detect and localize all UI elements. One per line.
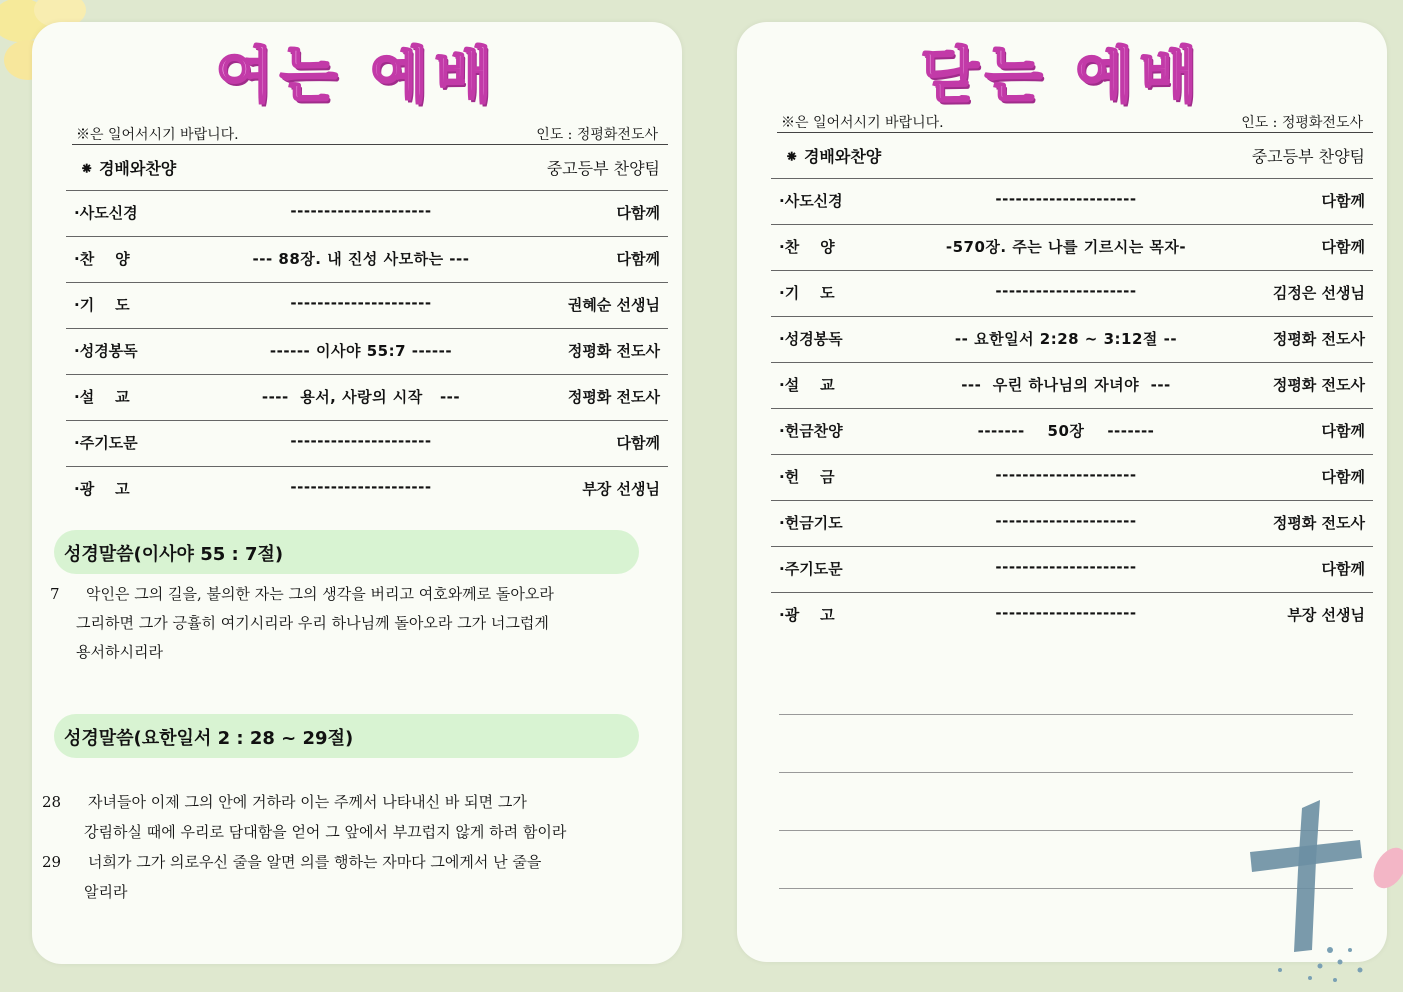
scripture-passage	[32, 580, 682, 680]
order-item: ·성경봉독	[74, 342, 138, 360]
verse-line: 알리라	[84, 883, 128, 901]
order-row	[66, 466, 668, 512]
note-row	[777, 106, 1373, 133]
order-detail: ---------------------	[995, 282, 1137, 300]
order-detail: ---------------------	[995, 512, 1137, 530]
note-row	[72, 118, 668, 145]
order-item: ·사도신경	[779, 192, 843, 210]
order-person: 다함께	[616, 250, 660, 268]
verse-line: 악인은 그의 길을, 불의한 자는 그의 생각을 버리고 여호와께로 돌아오라	[86, 585, 554, 603]
order-item: ·헌금기도	[779, 514, 843, 532]
order-item: ⁕ 경배와찬양	[80, 159, 177, 178]
order-detail: ------ 이사야 55:7 ------	[269, 342, 453, 360]
order-person: 다함께	[1321, 238, 1365, 256]
order-item: ·찬 양	[779, 238, 835, 256]
order-person: 중고등부 찬양팀	[1251, 147, 1365, 166]
order-row	[66, 236, 668, 283]
order-item: ·주기도문	[74, 434, 138, 452]
order-detail: ---------------------	[290, 202, 432, 220]
order-detail: ---- 용서, 사랑의 시작 ---	[261, 388, 461, 406]
scripture-heading: 성경말씀(이사야 55 : 7절)	[64, 544, 284, 565]
order-person: 정평화 전도사	[567, 388, 660, 406]
order-item: ·광 고	[779, 606, 835, 624]
order-detail: -- 요한일서 2:28 ~ 3:12절 --	[954, 330, 1178, 348]
order-detail: ---------------------	[290, 432, 432, 450]
order-detail: ---------------------	[995, 604, 1137, 622]
order-person: 다함께	[1321, 192, 1365, 210]
order-row	[771, 270, 1373, 317]
order-item: ·헌금찬양	[779, 422, 843, 440]
standing-note: ※은 일어서시기 바랍니다.	[781, 115, 944, 131]
verse-number: 29	[42, 853, 62, 871]
order-person: 부장 선생님	[582, 480, 660, 498]
order-person: 정평화 전도사	[1272, 376, 1365, 394]
order-item: ·설 교	[779, 376, 835, 394]
cross-decoration	[1240, 800, 1403, 992]
order-detail: ---------------------	[290, 478, 432, 496]
order-row	[771, 454, 1373, 501]
verse-line: 자녀들아 이제 그의 안에 거하라 이는 주께서 나타내신 바 되면 그가	[88, 793, 527, 811]
order-row	[771, 408, 1373, 455]
order-row	[66, 144, 668, 191]
verse-line: 강림하실 때에 우리로 담대함을 얻어 그 앞에서 부끄럽지 않게 하려 함이라	[84, 823, 567, 841]
order-person: 권혜순 선생님	[567, 296, 660, 314]
order-person: 정평화 전도사	[1272, 514, 1365, 532]
order-person: 정평화 전도사	[567, 342, 660, 360]
order-row	[66, 420, 668, 467]
order-detail: ---------------------	[290, 294, 432, 312]
order-item: ·기 도	[779, 284, 835, 302]
order-item: ·기 도	[74, 296, 130, 314]
order-row	[771, 132, 1373, 179]
verse-line: 그리하면 그가 긍휼히 여기시리라 우리 하나님께 돌아오라 그가 너그럽게	[76, 614, 549, 632]
verse-number: 28	[42, 793, 62, 811]
order-row	[771, 362, 1373, 409]
closing-worship-title: 닫는 예배	[920, 41, 1204, 111]
order-detail: --- 우린 하나님의 자녀야 ---	[961, 376, 1171, 394]
scripture-heading-band	[54, 714, 639, 758]
order-item: ·헌 금	[779, 468, 835, 486]
order-person: 정평화 전도사	[1272, 330, 1365, 348]
order-person: 다함께	[1321, 560, 1365, 578]
verse-line: 너희가 그가 의로우신 줄을 알면 의를 행하는 자마다 그에게서 난 줄을	[88, 853, 542, 871]
verse-number: 7	[50, 585, 60, 603]
order-item: ·광 고	[74, 480, 130, 498]
order-item: ·설 교	[74, 388, 130, 406]
memo-line	[779, 772, 1353, 773]
opening-worship-panel	[32, 22, 682, 964]
order-row	[66, 374, 668, 421]
order-detail: ---------------------	[995, 558, 1137, 576]
order-detail: -570장. 주는 나를 기르시는 목자-	[945, 238, 1187, 256]
order-row	[66, 190, 668, 237]
order-row	[771, 178, 1373, 225]
order-item: ·주기도문	[779, 560, 843, 578]
order-person: 부장 선생님	[1287, 606, 1365, 624]
order-item: ·사도신경	[74, 204, 138, 222]
order-detail: ---------------------	[995, 190, 1137, 208]
order-item: ·찬 양	[74, 250, 130, 268]
order-row	[771, 224, 1373, 271]
scripture-heading: 성경말씀(요한일서 2 : 28 ~ 29절)	[64, 728, 354, 749]
scripture-heading-band	[54, 530, 639, 574]
order-row	[771, 500, 1373, 547]
order-detail: ------- 50장 -------	[977, 422, 1155, 440]
order-person: 김정은 선생님	[1272, 284, 1365, 302]
scripture-passage	[32, 788, 682, 918]
memo-line	[779, 714, 1353, 715]
order-row	[66, 328, 668, 375]
order-row	[771, 592, 1373, 638]
order-person: 다함께	[616, 434, 660, 452]
opening-worship-title: 여는 예배	[215, 41, 499, 111]
leader-label: 인도 : 정평화전도사	[1241, 115, 1363, 131]
order-row	[771, 546, 1373, 593]
leader-label: 인도 : 정평화전도사	[536, 127, 658, 143]
order-person: 다함께	[616, 204, 660, 222]
order-row	[66, 282, 668, 329]
order-detail: ---------------------	[995, 466, 1137, 484]
order-person: 중고등부 찬양팀	[546, 159, 660, 178]
order-person: 다함께	[1321, 468, 1365, 486]
order-detail: --- 88장. 내 진성 사모하는 ---	[252, 250, 470, 268]
order-person: 다함께	[1321, 422, 1365, 440]
order-item: ·성경봉독	[779, 330, 843, 348]
verse-line: 용서하시리라	[76, 643, 163, 661]
order-item: ⁕ 경배와찬양	[785, 147, 882, 166]
standing-note: ※은 일어서시기 바랍니다.	[76, 127, 239, 143]
order-row	[771, 316, 1373, 363]
